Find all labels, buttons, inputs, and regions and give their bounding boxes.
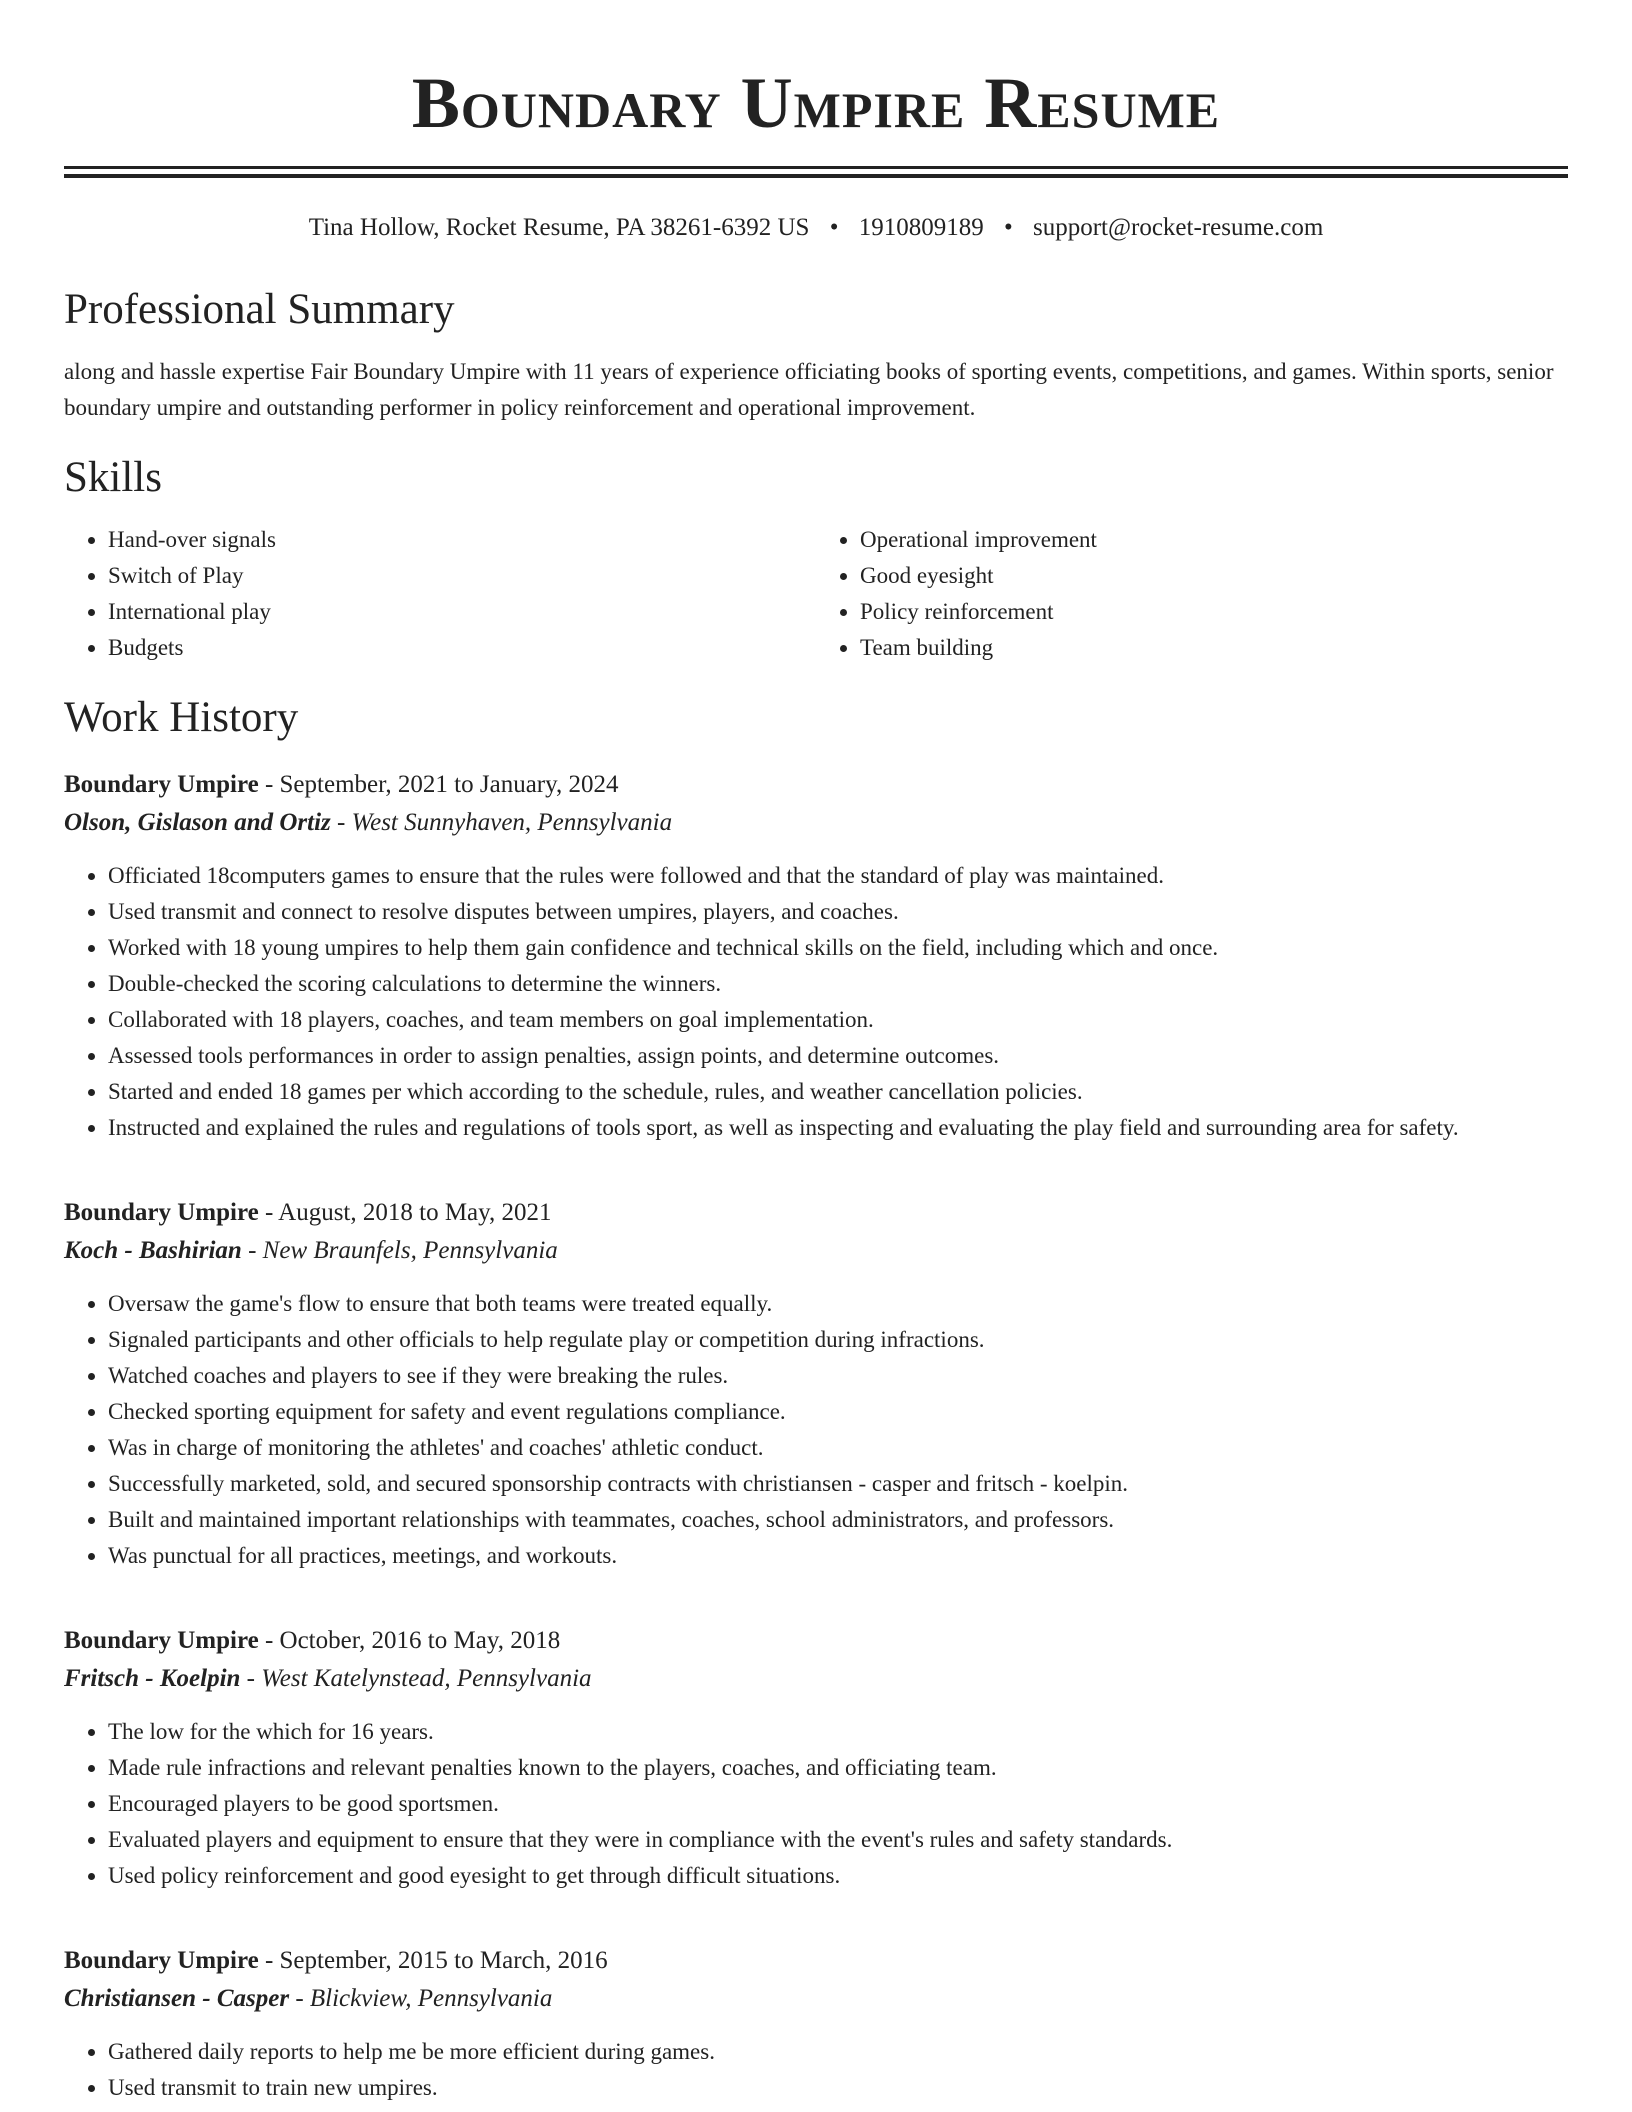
- job-bullet: • Successfully marketed, sold, and secured sponsorship contracts with christiansen - casper and fritsch - koelpin.: [108, 1466, 1568, 1502]
- job-location: - West Sunnyhaven, Pennsylvania: [330, 809, 673, 836]
- skills-heading: Skills: [64, 454, 162, 501]
- work-history-heading: Work History: [64, 694, 299, 741]
- job-bullet: • Built and maintained important relationships with teammates, coaches, school administrators, and professors.: [108, 1502, 1568, 1538]
- job-bullet: • Signaled participants and other officials to help regulate play or competition during infractions.: [108, 1322, 1568, 1358]
- job-bullet: • Was in charge of monitoring the athletes' and coaches' athletic conduct.: [108, 1430, 1568, 1466]
- job-bullet: • Instructed and explained the rules and regulations of tools sport, as well as inspecting and evaluating the play field and surrounding area for safety.: [108, 1110, 1568, 1146]
- job-company: Olson, Gislason and Ortiz: [64, 809, 331, 836]
- skills-section: [64, 452, 1568, 666]
- contact-separator: •: [829, 214, 839, 241]
- job-bullet: • Used policy reinforcement and good eyesight to get through difficult situations.: [108, 1858, 1568, 1894]
- job-location: - New Braunfels, Pennsylvania: [241, 1237, 558, 1264]
- job-bullets: [64, 858, 1568, 1146]
- skill-item: • Team building: [860, 630, 1568, 666]
- job-company: Christiansen - Casper: [64, 1985, 290, 2012]
- skill-item: • International play: [108, 594, 816, 630]
- job-title-line: [64, 1622, 1568, 1660]
- job-role: Boundary Umpire: [64, 771, 259, 798]
- summary-section: [64, 284, 1568, 426]
- job-company-line: [64, 804, 1568, 842]
- job-bullet: • Collaborated with 18 players, coaches, and team members on goal implementation.: [108, 1002, 1568, 1038]
- job-location: - West Katelynstead, Pennsylvania: [240, 1665, 592, 1692]
- job-dates: - September, 2015 to March, 2016: [258, 1947, 608, 1974]
- skill-item: • Switch of Play: [108, 558, 816, 594]
- work-history-section: [64, 692, 1568, 2106]
- job-bullets: [64, 2034, 1568, 2106]
- skills-columns: [64, 522, 1568, 666]
- job-bullet: • The low for the which for 16 years.: [108, 1714, 1568, 1750]
- contact-line: [64, 212, 1568, 244]
- job-bullet: • Watched coaches and players to see if they were breaking the rules.: [108, 1358, 1568, 1394]
- contact-separator: •: [1003, 214, 1013, 241]
- job-bullets: [64, 1286, 1568, 1574]
- title-divider: [64, 166, 1568, 178]
- skills-list-right: [816, 522, 1568, 666]
- page-title: Boundary Umpire Resume: [411, 63, 1221, 143]
- contact-phone: 1910809189: [858, 214, 984, 241]
- job-role: Boundary Umpire: [64, 1199, 259, 1226]
- job-location: - Blickview, Pennsylvania: [289, 1985, 553, 2012]
- job-company-line: [64, 1980, 1568, 2018]
- job-title-line: [64, 766, 1568, 804]
- job-company: Koch - Bashirian: [64, 1237, 242, 1264]
- job-dates: - October, 2016 to May, 2018: [258, 1627, 561, 1654]
- job-entry: [64, 1942, 1568, 2106]
- job-entry: [64, 1194, 1568, 1574]
- summary-text: along and hassle expertise Fair Boundary Umpire with 11 years of experience officiating books of sporting events, competitions, and games. Within sports, senior boundary umpire and outstanding performer in policy reinforcement and operational improvement.: [64, 359, 1554, 420]
- job-entry: [64, 766, 1568, 1146]
- skill-item: • Policy reinforcement: [860, 594, 1568, 630]
- job-bullet: • Started and ended 18 games per which according to the schedule, rules, and weather cancellation policies.: [108, 1074, 1568, 1110]
- job-bullet: • Checked sporting equipment for safety and event regulations compliance.: [108, 1394, 1568, 1430]
- skill-item: • Hand-over signals: [108, 522, 816, 558]
- job-bullet: • Oversaw the game's flow to ensure that both teams were treated equally.: [108, 1286, 1568, 1322]
- job-bullet: • Worked with 18 young umpires to help them gain confidence and technical skills on the field, including which and once.: [108, 930, 1568, 966]
- contact-email[interactable]: support@rocket-resume.com: [1032, 214, 1324, 241]
- job-bullets: [64, 1714, 1568, 1894]
- job-bullet: • Used transmit to train new umpires.: [108, 2070, 1568, 2106]
- job-bullet: • Was punctual for all practices, meetings, and workouts.: [108, 1538, 1568, 1574]
- job-bullet: • Officiated 18computers games to ensure that the rules were followed and that the standard of play was maintained.: [108, 858, 1568, 894]
- job-title-line: [64, 1194, 1568, 1232]
- job-role: Boundary Umpire: [64, 1947, 259, 1974]
- skill-item: • Operational improvement: [860, 522, 1568, 558]
- job-role: Boundary Umpire: [64, 1627, 259, 1654]
- summary-heading: Professional Summary: [64, 286, 455, 333]
- skill-item: • Budgets: [108, 630, 816, 666]
- skills-list-left: [64, 522, 816, 666]
- job-bullet: • Made rule infractions and relevant penalties known to the players, coaches, and officiating team.: [108, 1750, 1568, 1786]
- job-company-line: [64, 1660, 1568, 1698]
- contact-address: Tina Hollow, Rocket Resume, PA 38261-6392 US: [308, 214, 810, 241]
- job-dates: - August, 2018 to May, 2021: [258, 1199, 552, 1226]
- skill-item: • Good eyesight: [860, 558, 1568, 594]
- job-company-line: [64, 1232, 1568, 1270]
- job-bullet: • Used transmit and connect to resolve disputes between umpires, players, and coaches.: [108, 894, 1568, 930]
- job-bullet: • Gathered daily reports to help me be more efficient during games.: [108, 2034, 1568, 2070]
- job-bullet: • Evaluated players and equipment to ensure that they were in compliance with the event's rules and safety standards.: [108, 1822, 1568, 1858]
- job-bullet: • Double-checked the scoring calculations to determine the winners.: [108, 966, 1568, 1002]
- job-dates: - September, 2021 to January, 2024: [258, 771, 619, 798]
- job-title-line: [64, 1942, 1568, 1980]
- job-company: Fritsch - Koelpin: [64, 1665, 241, 1692]
- job-bullet: • Encouraged players to be good sportsmen.: [108, 1786, 1568, 1822]
- job-entry: [64, 1622, 1568, 1894]
- job-bullet: • Assessed tools performances in order to assign penalties, assign points, and determine outcomes.: [108, 1038, 1568, 1074]
